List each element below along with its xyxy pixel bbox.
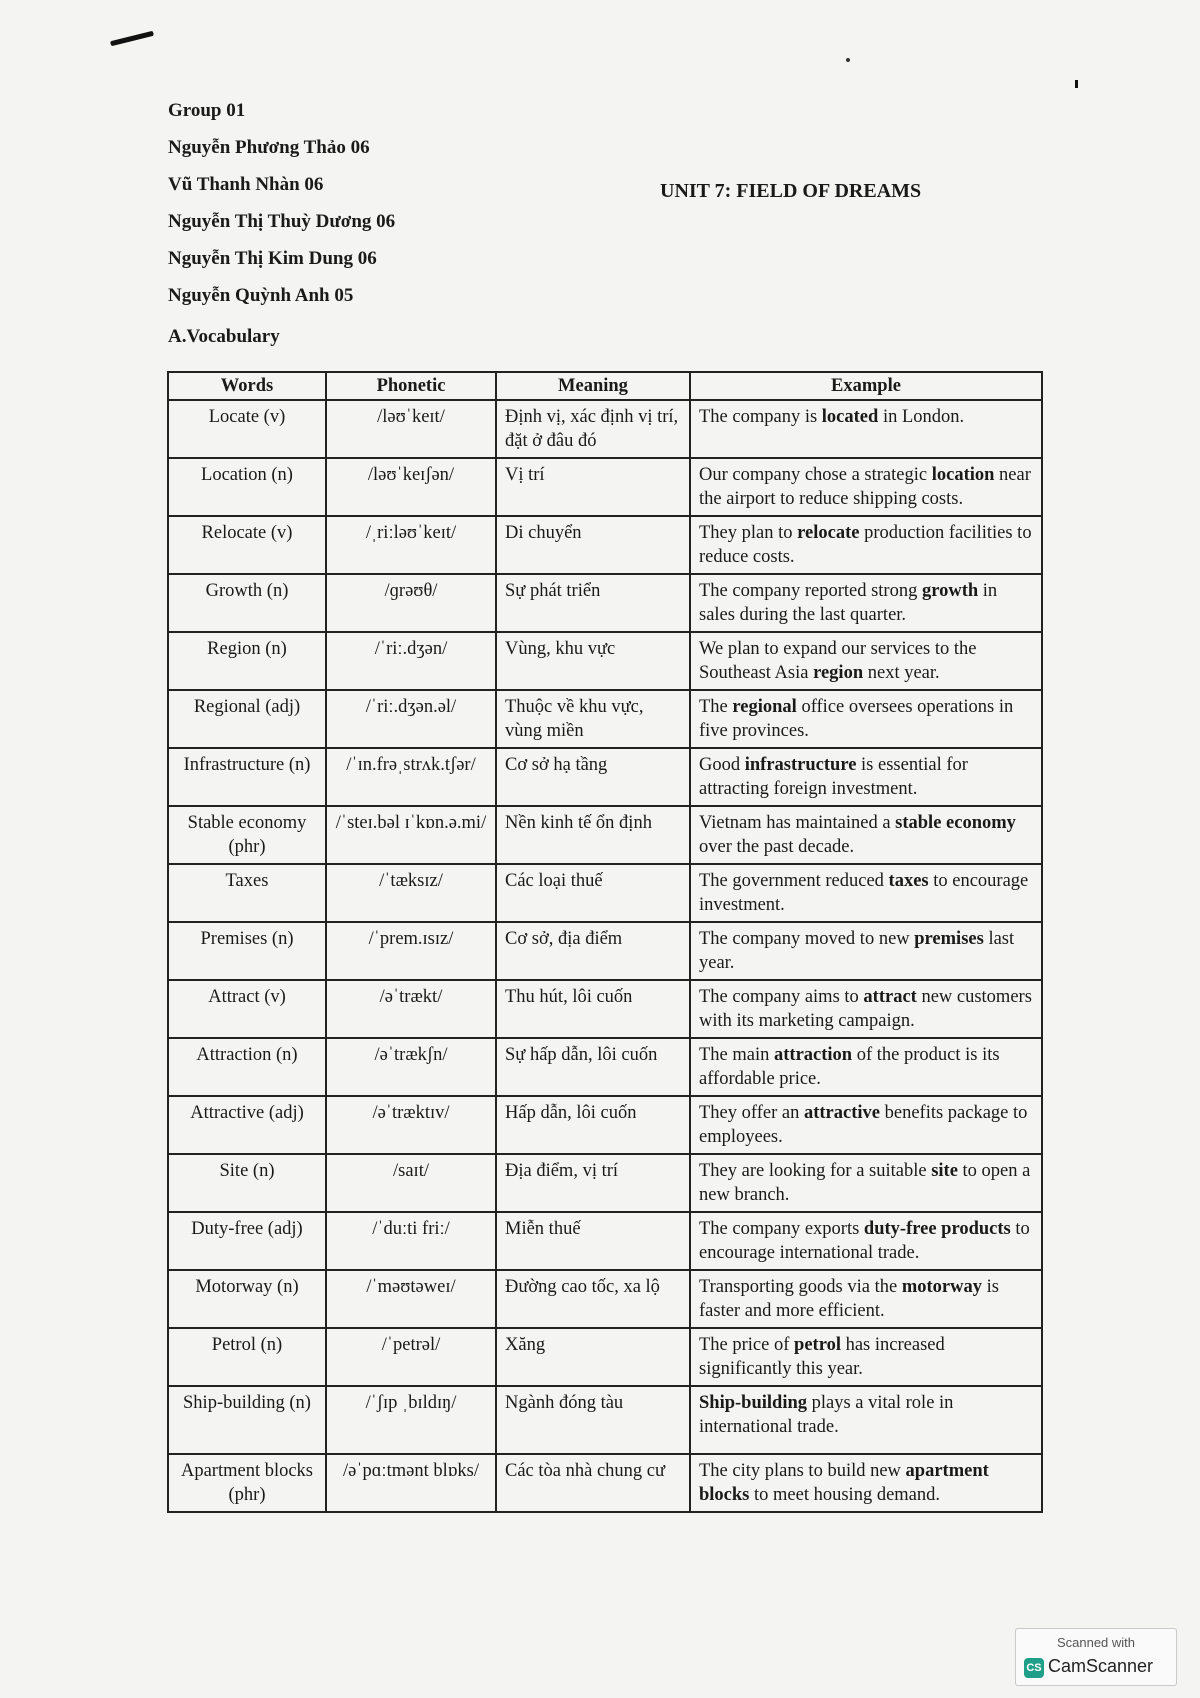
phonetic-cell: /əˈpɑːtmənt blɒks/ (326, 1454, 496, 1512)
example-text: in sales during the last quarter. (699, 581, 998, 625)
example-keyword: growth (921, 581, 979, 601)
example-text: to encourage international trade. (699, 1219, 1030, 1263)
example-keyword: relocate (797, 523, 860, 543)
meaning-cell: Vị trí (496, 458, 690, 516)
word-cell: Region (n) (168, 632, 326, 690)
phonetic-cell: /ˈprem.ɪsɪz/ (326, 922, 496, 980)
example-text: office oversees operations in five provinces. (699, 697, 1014, 741)
example-text: Good (699, 755, 745, 775)
table-row (168, 516, 1042, 574)
phonetic-cell: /ˈriː.dʒən.əl/ (326, 690, 496, 748)
table-row (168, 806, 1042, 864)
example-keyword: attractive (803, 1103, 880, 1123)
table-row (168, 980, 1042, 1038)
example-cell (690, 980, 1042, 1038)
word-cell: Premises (n) (168, 922, 326, 980)
example-keyword: located (821, 407, 879, 427)
example-cell (690, 574, 1042, 632)
example-text: We plan to expand our services to the Southeast Asia (699, 639, 977, 683)
example-text: is essential for attracting foreign investment. (699, 755, 968, 799)
example-keyword: petrol (794, 1335, 841, 1355)
example-text: over the past decade. (699, 837, 855, 857)
table-row (168, 1096, 1042, 1154)
word-cell: Growth (n) (168, 574, 326, 632)
example-keyword: stable economy (895, 813, 1016, 833)
word-cell: Regional (adj) (168, 690, 326, 748)
example-cell (690, 400, 1042, 458)
example-text: plays a vital role in international trade. (699, 1393, 954, 1437)
word-cell: Attractive (adj) (168, 1096, 326, 1154)
table-body (168, 400, 1042, 1512)
meaning-cell: Di chuyển (496, 516, 690, 574)
meaning-cell: Sự hấp dẫn, lôi cuốn (496, 1038, 690, 1096)
column-header-meaning: Meaning (496, 372, 690, 400)
phonetic-cell: /ˈʃɪp ˌbɪldɪŋ/ (326, 1386, 496, 1454)
example-text: near the airport to reduce shipping costs. (699, 465, 1031, 509)
meaning-cell: Cơ sở, địa điểm (496, 922, 690, 980)
camscanner-badge (1015, 1628, 1177, 1686)
member-name: Vũ Thanh Nhàn 06 (168, 174, 324, 195)
meaning-cell: Thuộc về khu vực, vùng miền (496, 690, 690, 748)
example-cell (690, 1096, 1042, 1154)
example-cell (690, 516, 1042, 574)
example-cell (690, 458, 1042, 516)
example-keyword: region (813, 663, 864, 683)
table-row (168, 1328, 1042, 1386)
pen-mark (110, 31, 154, 46)
table-header-row (168, 372, 1042, 400)
example-text: last year. (699, 929, 1015, 973)
example-text: benefits package to employees. (699, 1103, 1028, 1147)
example-keyword: location (931, 465, 995, 485)
word-cell: Site (n) (168, 1154, 326, 1212)
phonetic-cell: /ˈduːti friː/ (326, 1212, 496, 1270)
example-text: The company is (699, 407, 822, 427)
example-cell (690, 1454, 1042, 1512)
member-name: Nguyễn Thị Thuỳ Dương 06 (168, 211, 396, 232)
phonetic-cell: /ˈsteɪ.bəl ɪˈkɒn.ə.mi/ (326, 806, 496, 864)
phonetic-cell: /ɡrəʊθ/ (326, 574, 496, 632)
example-text: to meet housing demand. (749, 1485, 941, 1505)
group-label: Group 01 (168, 100, 246, 121)
phonetic-cell: /ˈɪn.frəˌstrʌk.tʃər/ (326, 748, 496, 806)
example-text: They are looking for a suitable (699, 1161, 932, 1181)
table-row (168, 458, 1042, 516)
example-keyword: duty-free products (863, 1219, 1011, 1239)
meaning-cell: Ngành đóng tàu (496, 1386, 690, 1454)
example-text: They plan to (699, 523, 798, 543)
example-text: The main (699, 1045, 775, 1065)
example-text: The company aims to (699, 987, 864, 1007)
example-keyword: regional (732, 697, 797, 717)
member-name: Nguyễn Phương Thảo 06 (168, 137, 370, 158)
phonetic-cell: /əˈtrækt/ (326, 980, 496, 1038)
example-cell (690, 1038, 1042, 1096)
example-cell (690, 748, 1042, 806)
table-row (168, 1386, 1042, 1454)
word-cell: Taxes (168, 864, 326, 922)
phonetic-cell: /saɪt/ (326, 1154, 496, 1212)
example-text: to encourage investment. (699, 871, 1029, 915)
example-text: next year. (863, 663, 940, 683)
meaning-cell: Xăng (496, 1328, 690, 1386)
word-cell: Attraction (n) (168, 1038, 326, 1096)
example-text: is faster and more efficient. (699, 1277, 999, 1321)
table-row (168, 690, 1042, 748)
example-cell (690, 1328, 1042, 1386)
example-text: The government reduced (699, 871, 889, 891)
table-row (168, 922, 1042, 980)
meaning-cell: Vùng, khu vực (496, 632, 690, 690)
word-cell: Ship-building (n) (168, 1386, 326, 1454)
member-name: Nguyễn Quỳnh Anh 05 (168, 285, 354, 306)
example-keyword: infrastructure (744, 755, 857, 775)
table-row (168, 1270, 1042, 1328)
table-row (168, 864, 1042, 922)
column-header-phonetic: Phonetic (326, 372, 496, 400)
meaning-cell: Cơ sở hạ tầng (496, 748, 690, 806)
badge-brand: CamScanner (1048, 1656, 1154, 1676)
word-cell: Attract (v) (168, 980, 326, 1038)
table-row (168, 574, 1042, 632)
phonetic-cell: /ˈməʊtəweɪ/ (326, 1270, 496, 1328)
phonetic-cell: /ˌriːləʊˈkeɪt/ (326, 516, 496, 574)
ink-mark (1075, 80, 1078, 88)
example-text: Vietnam has maintained a (699, 813, 896, 833)
meaning-cell: Miễn thuế (496, 1212, 690, 1270)
word-cell: Locate (v) (168, 400, 326, 458)
column-header-words: Words (168, 372, 326, 400)
word-cell: Relocate (v) (168, 516, 326, 574)
camscanner-logo-icon: CS (1024, 1658, 1044, 1678)
meaning-cell: Các tòa nhà chung cư (496, 1454, 690, 1512)
example-text: production facilities to reduce costs. (699, 523, 1032, 567)
member-name: Nguyễn Thị Kim Dung 06 (168, 248, 377, 269)
example-cell (690, 1212, 1042, 1270)
example-text: in London. (878, 407, 965, 427)
example-keyword: Ship-building (699, 1393, 807, 1413)
meaning-cell: Định vị, xác định vị trí, đặt ở đâu đó (496, 400, 690, 458)
meaning-cell: Hấp dẫn, lôi cuốn (496, 1096, 690, 1154)
table-row (168, 748, 1042, 806)
table-row (168, 1212, 1042, 1270)
example-text: Transporting goods via the (699, 1277, 902, 1297)
badge-caption: Scanned with (1056, 1635, 1136, 1650)
example-text: has increased significantly this year. (699, 1335, 945, 1379)
table-row (168, 1038, 1042, 1096)
example-text: Our company chose a strategic (699, 465, 932, 485)
example-keyword: premises (914, 929, 984, 949)
phonetic-cell: /ləʊˈkeɪt/ (326, 400, 496, 458)
word-cell: Petrol (n) (168, 1328, 326, 1386)
example-cell (690, 1386, 1042, 1454)
example-cell (690, 1154, 1042, 1212)
phonetic-cell: /əˈtrækʃn/ (326, 1038, 496, 1096)
group-members (168, 97, 395, 319)
example-keyword: taxes (888, 871, 929, 891)
table-row (168, 1154, 1042, 1212)
table-row (168, 632, 1042, 690)
ink-dot (846, 58, 850, 62)
example-text: They offer an (699, 1103, 804, 1123)
phonetic-cell: /ləʊˈkeɪʃən/ (326, 458, 496, 516)
example-text: The company reported strong (699, 581, 922, 601)
example-cell (690, 690, 1042, 748)
phonetic-cell: /ˈtæksɪz/ (326, 864, 496, 922)
section-title: A.Vocabulary (168, 326, 280, 347)
example-keyword: site (931, 1161, 958, 1181)
vocabulary-table (167, 371, 1043, 1513)
meaning-cell: Các loại thuế (496, 864, 690, 922)
phonetic-cell: /ˈpetrəl/ (326, 1328, 496, 1386)
example-text: The price of (699, 1335, 795, 1355)
example-text: The company exports (699, 1219, 864, 1239)
example-text: The city plans to build new (699, 1461, 906, 1481)
word-cell: Apartment blocks (phr) (168, 1454, 326, 1512)
example-cell (690, 806, 1042, 864)
example-text: The company moved to new (699, 929, 915, 949)
example-text: The (699, 697, 733, 717)
word-cell: Infrastructure (n) (168, 748, 326, 806)
example-keyword: apartment blocks (699, 1461, 989, 1505)
table-row (168, 1454, 1042, 1512)
example-cell (690, 864, 1042, 922)
meaning-cell: Địa điểm, vị trí (496, 1154, 690, 1212)
example-text: of the product is its affordable price. (699, 1045, 1000, 1089)
column-header-example: Example (690, 372, 1042, 400)
example-cell (690, 922, 1042, 980)
example-cell (690, 1270, 1042, 1328)
word-cell: Duty-free (adj) (168, 1212, 326, 1270)
example-keyword: attraction (774, 1045, 853, 1065)
word-cell: Stable economy (phr) (168, 806, 326, 864)
phonetic-cell: /ˈriː.dʒən/ (326, 632, 496, 690)
example-keyword: motorway (901, 1277, 982, 1297)
example-text: to open a new branch. (699, 1161, 1031, 1205)
meaning-cell: Đường cao tốc, xa lộ (496, 1270, 690, 1328)
meaning-cell: Sự phát triển (496, 574, 690, 632)
example-text: new customers with its marketing campaign. (699, 987, 1032, 1031)
example-cell (690, 632, 1042, 690)
meaning-cell: Nền kinh tế ổn định (496, 806, 690, 864)
word-cell: Motorway (n) (168, 1270, 326, 1328)
phonetic-cell: /əˈtræktɪv/ (326, 1096, 496, 1154)
word-cell: Location (n) (168, 458, 326, 516)
unit-title: UNIT 7: FIELD OF DREAMS (660, 180, 922, 202)
example-keyword: attract (863, 987, 917, 1007)
table-row (168, 400, 1042, 458)
meaning-cell: Thu hút, lôi cuốn (496, 980, 690, 1038)
